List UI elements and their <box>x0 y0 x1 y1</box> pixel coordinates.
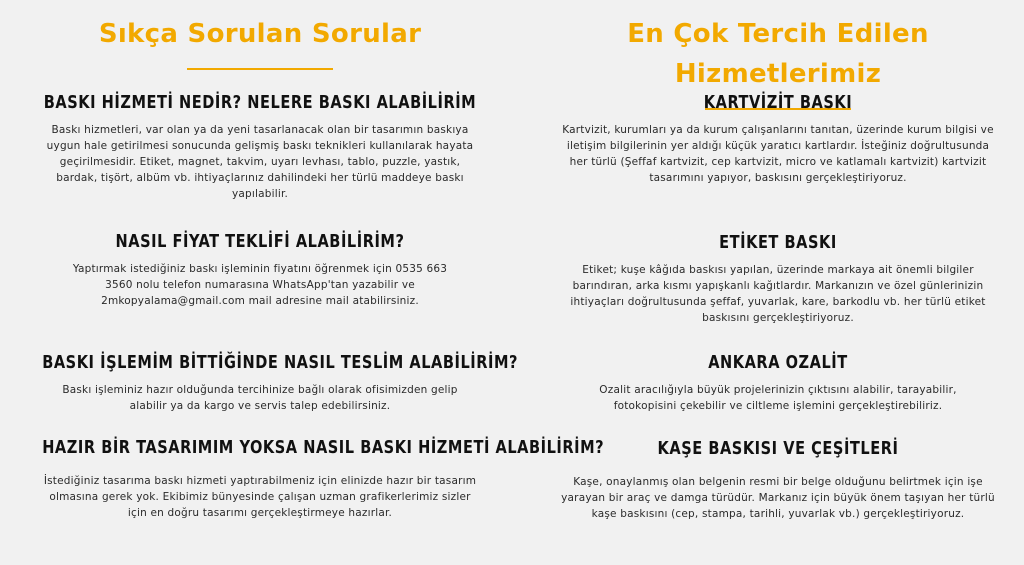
faq-item <box>18 437 605 521</box>
service-name: ANKARA OZALİT <box>708 352 848 373</box>
faq-title: Sıkça Sorulan Sorular <box>98 19 422 49</box>
faq-answer: Baskı işleminiz hazır olduğunda tercihinize bağlı olarak ofisimizden gelip alabilir ya da kargo ve servis talep edebilirsiniz. <box>62 384 458 412</box>
service-description: Ozalit aracılığıyla büyük projelerinizin çıktısını alabilir, tarayabilir, fotokopisini çekebilir ve ciltleme işlemini gerçekleştirebiliriz. <box>599 384 957 412</box>
faq-answer: Baskı hizmetleri, var olan ya da yeni tasarlanacak olan bir tasarımın baskıya uygun hale getirilmesi sonucunda gelişmiş baskı teknikleri kullanılarak hayata geçirilmesidir. Etiket, magnet, takvim, uyarı levhası, tablo, puzzle, yastık, bardak, tişört, albüm vb. ihtiyaçlarınız dahilindeki her türlü maddeye baskı yapılabilir. <box>46 124 474 200</box>
service-item <box>538 232 1018 326</box>
faq-section <box>18 0 605 519</box>
faq-answer: Yaptırmak istediğiniz baskı işleminin fiyatını öğrenmek için 0535 663 3560 nolu telefon numarasına WhatsApp'tan yazabilir ve 2mkopyalama@gmail.com mail adresine mail atabilirsiniz. <box>72 263 448 307</box>
service-item <box>538 352 1018 414</box>
faq-item <box>18 92 502 202</box>
faq-answer: İstediğiniz tasarıma baskı hizmeti yaptırabilmeniz için elinizde hazır bir tasarım olmasına gerek yok. Ekibimiz bünyesinde çalışan uzman grafikerlerimiz sizler için en doğru tasarımı gerçekleştirmeye hazırlar. <box>43 475 477 519</box>
services-title: En Çok Tercih Edilen Hizmetlerimiz <box>627 19 929 89</box>
service-name: ETİKET BASKI <box>719 232 837 253</box>
service-description: Kartvizit, kurumları ya da kurum çalışanlarını tanıtan, üzerinde kurum bilgisi ve iletişim bilgilerinin yer aldığı küçük yaratıcı kartlardır. İsteğiniz doğrultusunda her türlü (Şeffaf kartvizit, cep kartvizit, micro ve katlamalı kartvizit) kartvizit tasarımını yapıyor, baskısını gerçekleştiriyoruz. <box>562 124 994 184</box>
faq-question: BASKI HİZMETİ NEDİR? NELERE BASKI ALABİLİRİM <box>43 92 477 113</box>
services-section <box>538 0 1018 520</box>
service-name: KARTVİZİT BASKI <box>703 92 853 113</box>
faq-question: BASKI İŞLEMİM BİTTİĞİNDE NASIL TESLİM ALABİLİRİM? <box>42 352 519 373</box>
faq-question: HAZIR BİR TASARIMIM YOKSA NASIL BASKI HİZMETİ ALABİLİRİM? <box>42 437 605 458</box>
service-item <box>538 438 1018 522</box>
service-name: KAŞE BASKISI VE ÇEŞİTLERİ <box>657 438 899 459</box>
service-item <box>538 92 1018 186</box>
faq-title-divider <box>187 68 333 70</box>
service-description: Etiket; kuşe kâğıda baskısı yapılan, üzerinde markaya ait önemli bilgiler barındıran, arka kısmı yapışkanlı kağıtlardır. Markanızın ve özel günlerinizin ihtiyaçları doğrultusunda şeffaf, yuvarlak, kare, barkodlu vb. her türlü etiket baskısını gerçekleştiriyoruz. <box>570 264 986 324</box>
faq-item <box>18 231 502 309</box>
service-description: Kaşe, onaylanmış olan belgenin resmi bir belge olduğunu belirtmek için işe yarayan bir araç ve damga türüdür. Markanız için büyük önem taşıyan her türlü kaşe baskısını (cep, stampa, tarihli, yuvarlak vb.) gerçekleştiriyoruz. <box>561 476 995 520</box>
faq-item <box>18 352 519 414</box>
faq-question: NASIL FİYAT TEKLİFİ ALABİLİRİM? <box>115 231 405 252</box>
